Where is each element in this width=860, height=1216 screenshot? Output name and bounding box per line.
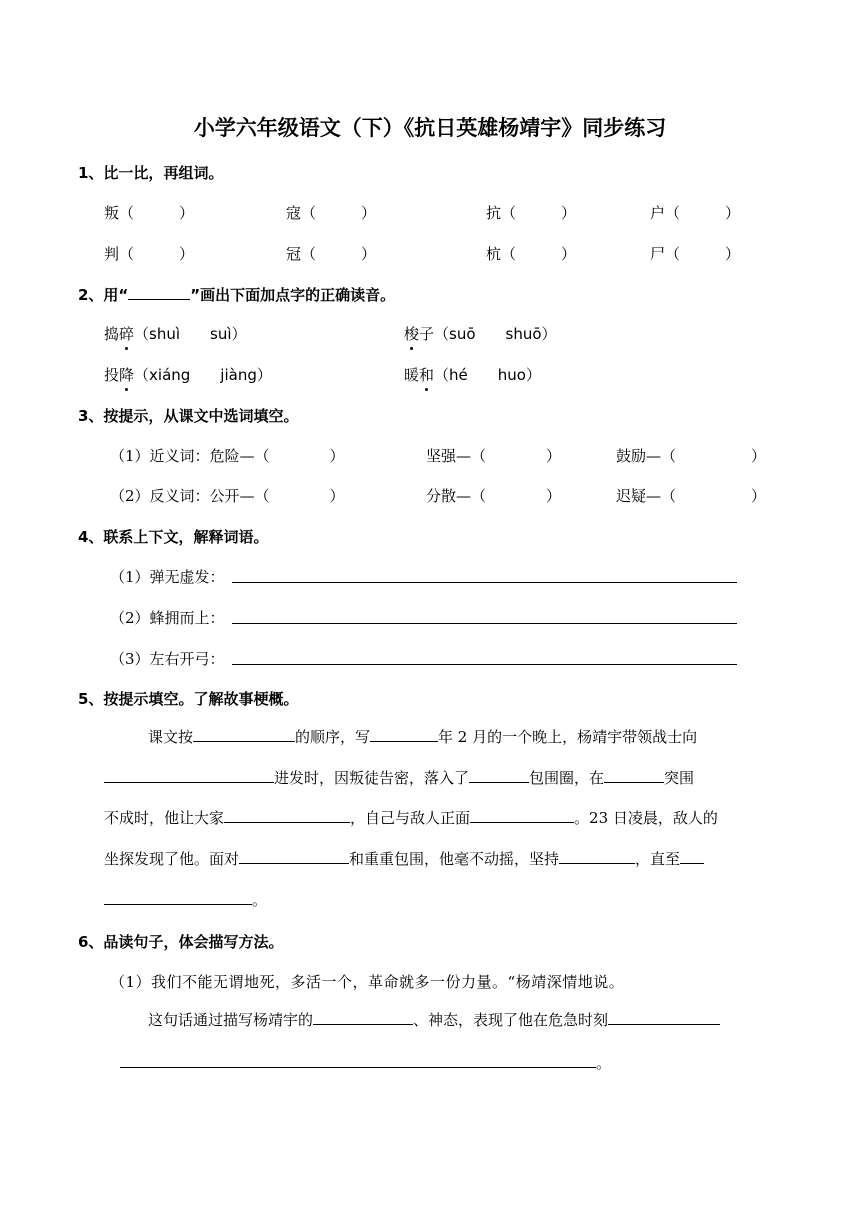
story-line	[148, 717, 697, 757]
word-label: （2）蜂拥而上：	[110, 609, 225, 627]
text: 。23 日凌晨，敌人的	[574, 809, 718, 827]
story-line	[104, 758, 694, 798]
word-label: （3）左右开弓：	[110, 650, 225, 668]
section-6-heading: 6、品读句子，体会描写方法。	[78, 933, 284, 951]
pinyin-options: （shuì suì）	[134, 325, 247, 343]
answer-line	[232, 664, 737, 665]
section-1-heading: 1、比一比，再组词。	[78, 164, 224, 182]
pinyin-options: （hé huo）	[434, 366, 541, 384]
synonym-item: 坚强—（ ）	[426, 447, 562, 465]
compare-item: 寇（ ）	[286, 204, 377, 222]
pinyin-item	[404, 323, 557, 344]
text: ，自己与敌人正面	[350, 809, 471, 827]
story-line	[104, 880, 267, 920]
text: 的顺序，写	[295, 728, 371, 746]
text: 、神态，表现了他在危急时刻	[413, 1011, 609, 1029]
dotted-char: 和	[419, 366, 435, 384]
quote-sentence: （1）我们不能无谓地死，多活一个，革命就多一份力量。“杨靖深情地说。	[110, 973, 625, 991]
text: 。	[596, 1054, 612, 1072]
analysis-line	[148, 1000, 720, 1040]
section-3-heading: 3、按提示，从课文中选词填空。	[78, 407, 299, 425]
text: 和重重包围，他毫不动摇，坚持	[349, 850, 560, 868]
text: ，直至	[635, 850, 681, 868]
text: 坐探发现了他。面对	[104, 850, 240, 868]
compare-item: 抗（ ）	[486, 204, 577, 222]
synonym-item: 鼓励—（ ）	[616, 447, 767, 465]
pinyin-options: 子（suō shuō）	[419, 325, 557, 343]
dotted-char: 碎	[119, 325, 135, 343]
antonym-item: 迟疑—（ ）	[616, 487, 767, 505]
compare-item: 叛（ ）	[104, 204, 195, 222]
section-2-heading	[78, 284, 395, 305]
dotted-char: 降	[119, 366, 135, 384]
text: 进发时，因叛徒告密，落入了	[274, 769, 470, 787]
text: 包围圈，在	[529, 769, 605, 787]
text: 这句话通过描写杨靖宇的	[148, 1011, 314, 1029]
heading-part: ”画出下面加点字的正确读音。	[190, 286, 396, 304]
compare-item: 户（ ）	[650, 204, 741, 222]
synonym-item: （1）近义词：危险—（ ）	[110, 447, 345, 465]
compare-item: 判（ ）	[104, 245, 195, 263]
pinyin-item	[104, 323, 247, 344]
compare-item: 冠（ ）	[286, 245, 377, 263]
compare-item: 尸（ ）	[650, 245, 741, 263]
pinyin-item	[104, 364, 272, 385]
dotted-char: 梭	[404, 325, 420, 343]
blank	[370, 726, 438, 742]
answer-line	[232, 582, 737, 583]
blank	[239, 848, 349, 864]
blank	[680, 848, 704, 864]
blank	[104, 889, 252, 905]
antonym-item: （2）反义词：公开—（ ）	[110, 487, 345, 505]
heading-part: 2、用“	[78, 286, 129, 304]
section-4-heading: 4、联系上下文，解释词语。	[78, 528, 269, 546]
blank	[608, 1009, 720, 1025]
story-line	[104, 798, 718, 838]
text: 。	[252, 891, 268, 909]
char: 捣	[104, 325, 120, 343]
analysis-line	[120, 1043, 611, 1083]
section-5-heading: 5、按提示填空。了解故事梗概。	[78, 690, 299, 708]
text: 不成时，他让大家	[104, 809, 225, 827]
story-line	[104, 839, 704, 879]
blank	[559, 848, 635, 864]
blank	[604, 767, 664, 783]
page-title: 小学六年级语文（下）《抗日英雄杨靖宇》同步练习	[193, 116, 667, 140]
antonym-item: 分散—（ ）	[426, 487, 562, 505]
pinyin-item	[404, 364, 541, 385]
blank	[120, 1052, 596, 1068]
answer-line	[232, 623, 737, 624]
word-label: （1）弹无虚发：	[110, 568, 225, 586]
char: 投	[104, 366, 120, 384]
pinyin-options: （xiáng jiàng）	[134, 366, 272, 384]
text: 年 2 月的一个晚上，杨靖宇带领战士向	[438, 728, 698, 746]
blank	[104, 767, 274, 783]
blank	[470, 807, 574, 823]
text: 课文按	[148, 728, 194, 746]
text: 突围	[664, 769, 695, 787]
blank	[193, 726, 295, 742]
underline-sample	[128, 284, 190, 300]
blank	[224, 807, 350, 823]
compare-item: 杭（ ）	[486, 245, 577, 263]
blank	[313, 1009, 413, 1025]
char: 暖	[404, 366, 420, 384]
blank	[469, 767, 529, 783]
